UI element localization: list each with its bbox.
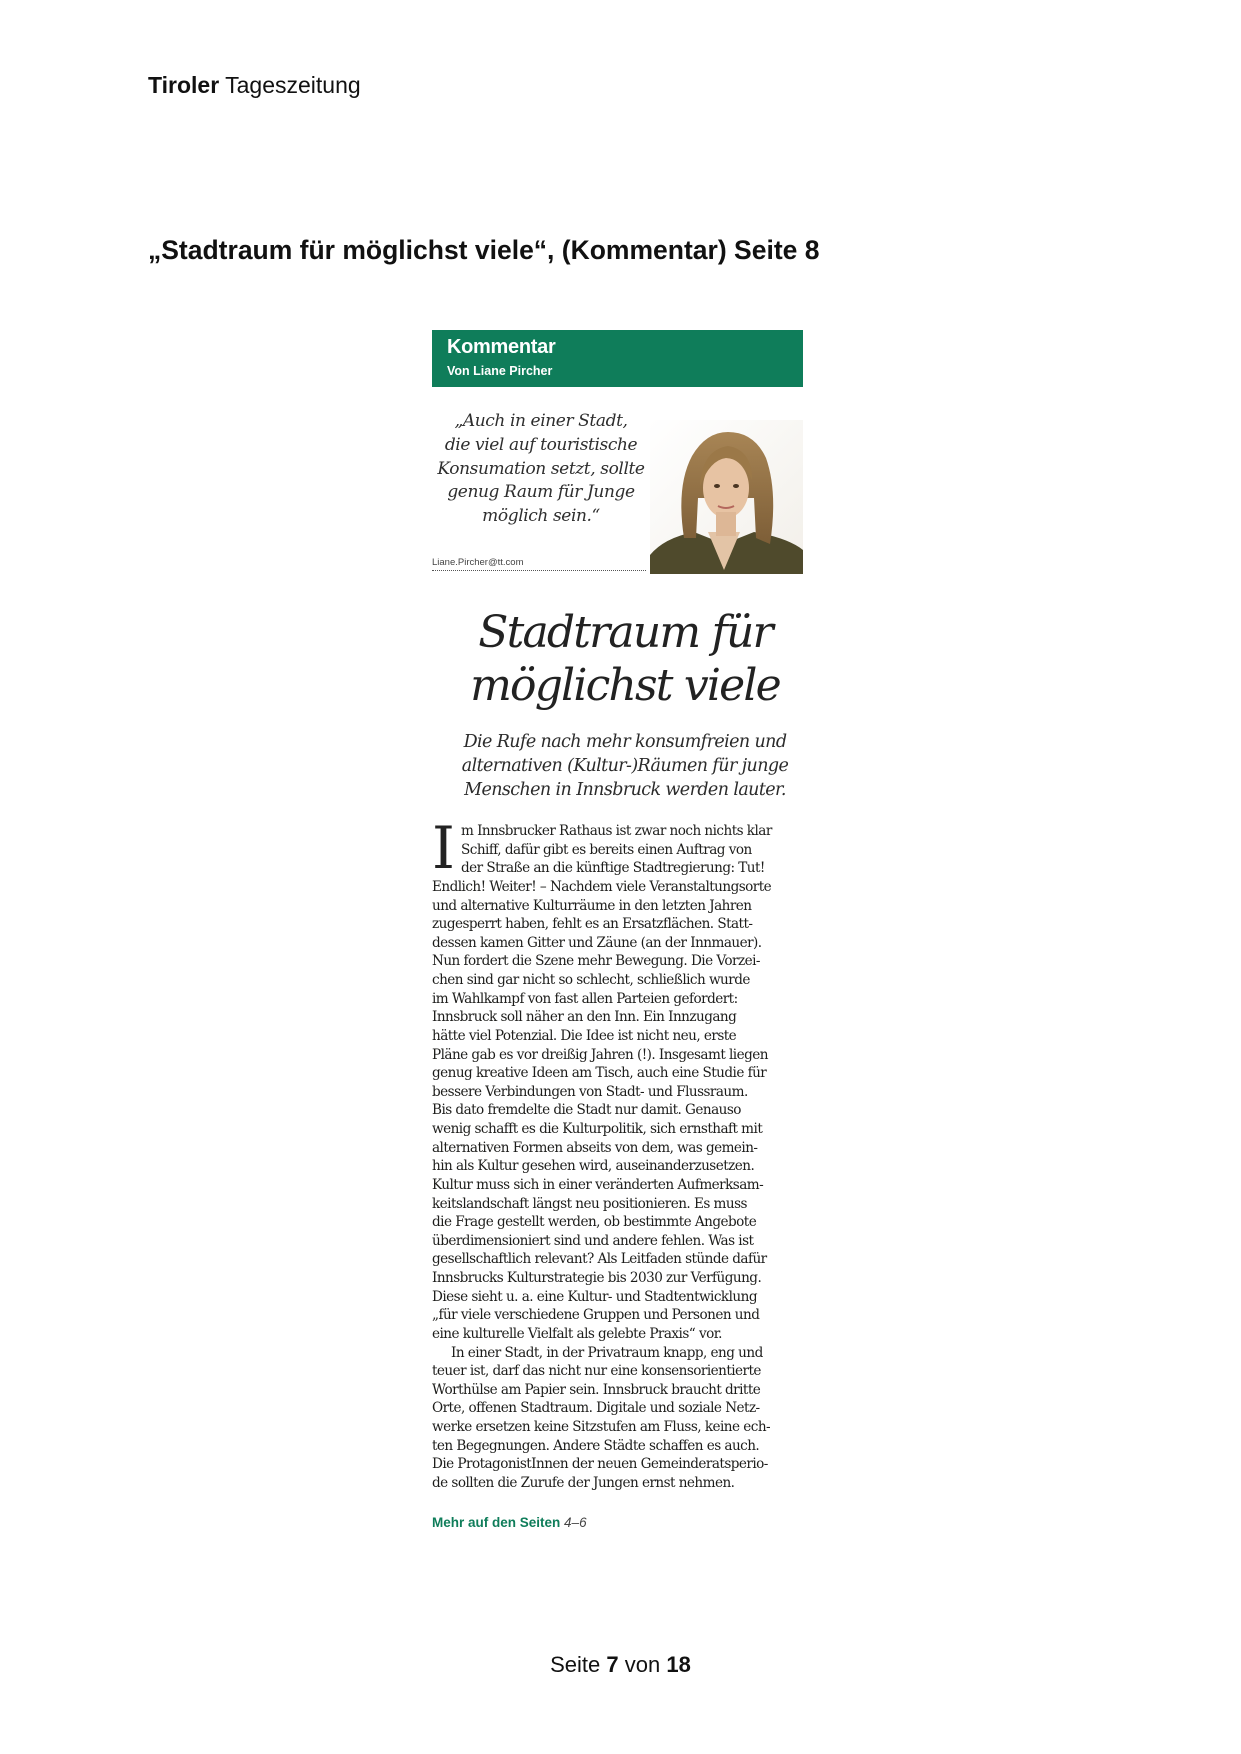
body-line: Innsbruck soll näher an den Inn. Ein Innzugang	[432, 1009, 737, 1026]
body-line: hätte viel Potenzial. Die Idee ist nicht neu, erste	[432, 1027, 737, 1044]
footer-middle: von	[624, 1652, 661, 1677]
kommentar-banner	[432, 330, 803, 387]
subheadline-line: Menschen in Innsbruck werden lauter.	[464, 780, 786, 800]
drop-cap: I	[432, 814, 455, 882]
body-line: Nun fordert die Szene mehr Bewegung. Die Vorzei-	[432, 953, 760, 970]
footer-total-pages: 18	[666, 1652, 691, 1677]
body-line: gesellschaftlich relevant? Als Leitfaden stünde dafür	[432, 1251, 767, 1268]
body-line: überdimensioniert sind und andere fehlen. Was ist	[432, 1232, 754, 1249]
author-portrait	[650, 420, 803, 574]
author-email: Liane.Pircher@tt.com	[432, 557, 646, 571]
body-line: Endlich! Weiter! – Nachdem viele Veranstaltungsorte	[432, 878, 772, 895]
body-line: Schiff, dafür gibt es bereits einen Auftrag von	[461, 841, 752, 858]
more-label: Mehr auf den Seiten	[432, 1515, 561, 1530]
quote-line: „Auch in einer Stadt,	[454, 411, 628, 431]
body-line: Bis dato fremdelte die Stadt nur damit. Genauso	[432, 1102, 741, 1119]
body-line: alternativen Formen abseits von dem, was gemein-	[432, 1139, 758, 1156]
body-line: „für viele verschiedene Gruppen und Personen und	[432, 1307, 760, 1324]
subheadline	[432, 730, 818, 802]
body-line: wenig schafft es die Kulturpolitik, sich ernsthaft mit	[432, 1121, 763, 1137]
footer-current-page: 7	[606, 1652, 619, 1677]
quote-line: genug Raum für Junge	[447, 482, 635, 503]
body-line: eine kulturelle Vielfalt als gelebte Praxis“ vor.	[432, 1325, 722, 1342]
body-line: bessere Verbindungen von Stadt- und Flussraum.	[432, 1083, 748, 1100]
body-line: ten Begegnungen. Andere Städte schaffen es auch.	[432, 1437, 760, 1454]
article-body	[432, 814, 818, 1493]
page-heading: „Stadtraum für möglichst viele“, (Kommentar) Seite 8	[148, 235, 820, 265]
body-line: Die ProtagonistInnen der neuen Gemeinderatsperio-	[432, 1456, 768, 1473]
body-line: dessen kamen Gitter und Zäune (an der Innmauer).	[432, 934, 762, 951]
body-line: Worthülse am Papier sein. Innsbruck braucht dritte	[432, 1381, 761, 1398]
subheadline-line: Die Rufe nach mehr konsumfreien und	[463, 732, 787, 752]
body-line: Diese sieht u. a. eine Kultur- und Stadtentwicklung	[432, 1288, 757, 1305]
quote-line: die viel auf touristische	[444, 434, 638, 455]
body-line: Pläne gab es vor dreißig Jahren (!). Insgesamt liegen	[432, 1046, 768, 1063]
footer-prefix: Seite	[550, 1652, 601, 1677]
headline-line: möglichst viele	[470, 660, 780, 711]
more-pages: 4–6	[564, 1515, 587, 1530]
body-line: keitslandschaft längst neu positionieren. Es muss	[432, 1195, 747, 1212]
body-line: teuer ist, darf das nicht nur eine konsensorientierte	[432, 1363, 761, 1380]
quote-line: möglich sein.“	[482, 506, 600, 527]
body-line: genug kreative Ideen am Tisch, auch eine Studie für	[432, 1065, 767, 1082]
body-line: Kultur muss sich in einer veränderten Aufmerksam-	[432, 1176, 764, 1193]
body-line: und alternative Kulturräume in den letzten Jahren	[432, 897, 752, 914]
headline	[432, 606, 818, 712]
body-line: im Wahlkampf von fast allen Parteien gefordert:	[432, 990, 738, 1007]
masthead-bold: Tiroler	[148, 72, 220, 98]
body-line: der Straße an die künftige Stadtregierung: Tut!	[461, 860, 765, 877]
body-line: In einer Stadt, in der Privatraum knapp, eng und	[451, 1344, 763, 1361]
subheadline-line: alternativen (Kultur-)Räumen für junge	[461, 756, 789, 776]
more-pages-note	[432, 1515, 587, 1530]
body-line: hin als Kultur gesehen wird, auseinanderzusetzen.	[432, 1158, 755, 1175]
banner-author: Von Liane Pircher	[447, 364, 553, 378]
page-footer	[0, 1652, 1241, 1678]
banner-title: Kommentar	[447, 336, 556, 358]
body-line: werke ersetzen keine Sitzstufen am Fluss, keine ech-	[432, 1419, 771, 1435]
headline-line: Stadtraum für	[478, 607, 772, 658]
body-line: de sollten die Zurufe der Jungen ernst nehmen.	[432, 1474, 735, 1491]
body-line: Innsbrucks Kulturstrategie bis 2030 zur Verfügung.	[432, 1270, 762, 1286]
body-line: die Frage gestellt werden, ob bestimmte Angebote	[432, 1214, 757, 1231]
body-line: chen sind gar nicht so schlecht, schließlich wurde	[432, 972, 750, 988]
quote-line: Konsumation setzt, sollte	[437, 458, 645, 479]
body-line: Orte, offenen Stadtraum. Digitale und soziale Netz-	[432, 1400, 760, 1417]
masthead	[148, 72, 361, 99]
body-line: zugesperrt haben, fehlt es an Ersatzflächen. Statt-	[432, 916, 753, 933]
pull-quote	[432, 410, 650, 529]
masthead-rest: Tageszeitung	[225, 72, 361, 98]
body-line: m Innsbrucker Rathaus ist zwar noch nichts klar	[461, 823, 772, 839]
